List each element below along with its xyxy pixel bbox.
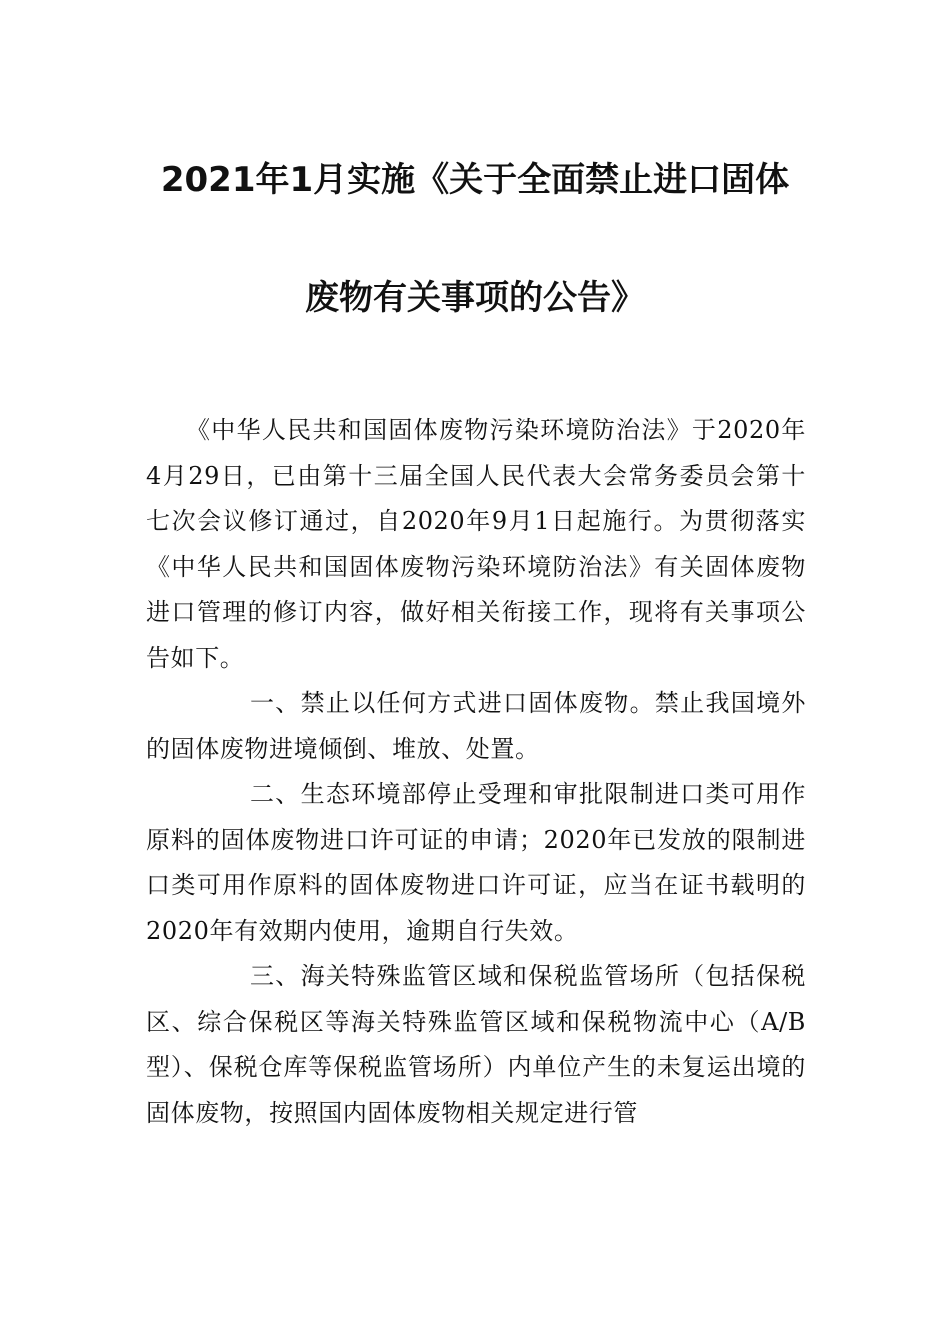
- paragraph-item-3: 三、海关特殊监管区域和保税监管场所（包括保税区、综合保税区等海关特殊监管区域和保税物流中心（A/B型）、保税仓库等保税监管场所）内单位产生的未复运出境的固体废物，按照国内固体废物相关规定进行管: [146, 962, 806, 1127]
- paragraph-item-2: 二、生态环境部停止受理和审批限制进口类可用作原料的固体废物进口许可证的申请；2020年已发放的限制进口类可用作原料的固体废物进口许可证，应当在证书载明的2020年有效期内使用，逾期自行失效。: [146, 780, 806, 945]
- paragraph-intro: 《中华人民共和国固体废物污染环境防治法》于2020年4月29日，已由第十三届全国人民代表大会常务委员会第十七次会议修订通过，自2020年9月1日起施行。为贯彻落实《中华人民共和国固体废物污染环境防治法》有关固体废物进口管理的修订内容，做好相关衔接工作，现将有关事项公告如下。: [146, 416, 806, 672]
- document-title-line-2: 废物有关事项的公告》: [305, 278, 645, 318]
- document-title-line-1: 2021年1月实施《关于全面禁止进口固体: [160, 160, 790, 200]
- document-body: [146, 408, 806, 1136]
- paragraph-item-1: 一、禁止以任何方式进口固体废物。禁止我国境外的固体废物进境倾倒、堆放、处置。: [146, 689, 806, 763]
